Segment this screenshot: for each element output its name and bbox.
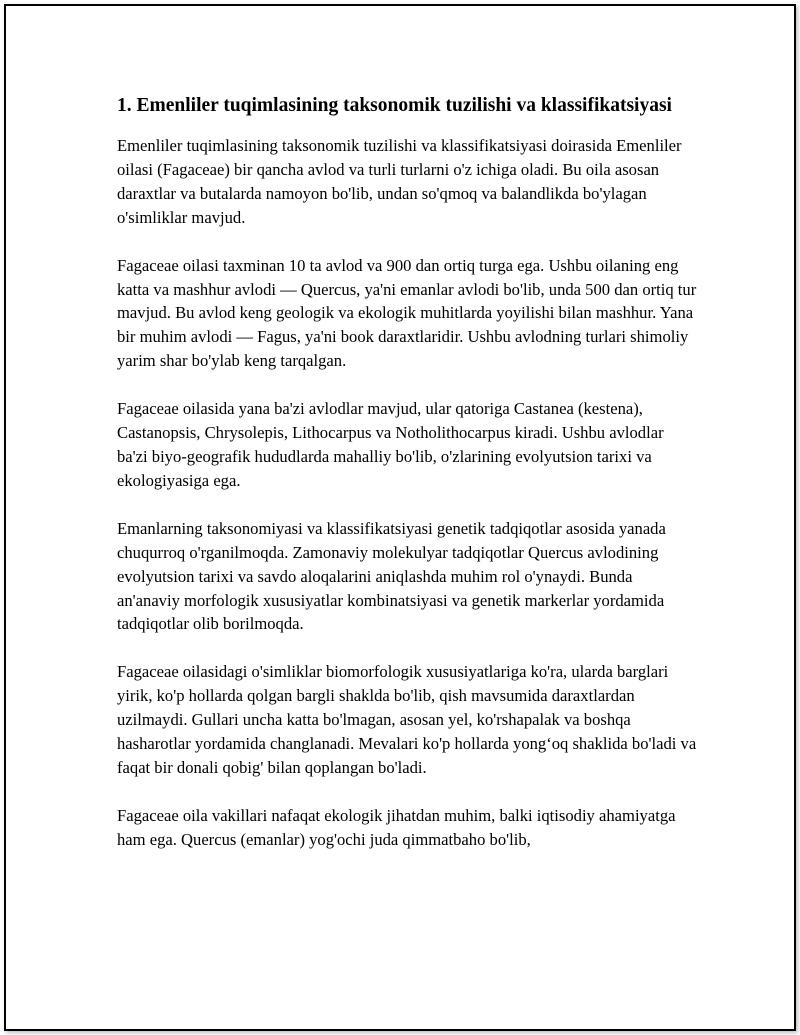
- paragraph-5: Fagaceae oilasidagi o'simliklar biomorfologik xususiyatlariga ko'ra, ularda barglari yirik, ko'p hollarda qolgan bargli shaklda bo'lib, qish mavsumida daraxtlardan uzilmaydi. Gullari uncha katta bo'lmagan, asosan yel, ko'rshapalak va boshqa hasharotlar yordamida changlanadi. Mevalari ko'p hollarda yong‘oq shaklida bo'ladi va faqat bir donali qobig' bilan qoplangan bo'ladi.: [117, 662, 697, 777]
- paragraph-3: Fagaceae oilasida yana ba'zi avlodlar mavjud, ular qatoriga Castanea (kestena), Castanopsis, Chrysolepis, Lithocarpus va Notholithocarpus kiradi. Ushbu avlodlar ba'zi biyo-geografik hududlarda mahalliy bo'lib, o'zlarining evolyutsion tarixi va ekologiyasiga ega.: [117, 399, 664, 490]
- paragraph-4: Emanlarning taksonomiyasi va klassifikatsiyasi genetik tadqiqotlar asosida yanada chuqurroq o'rganilmoqda. Zamonaviy molekulyar tadqiqotlar Quercus avlodining evolyutsion tarixi va savdo aloqalarini aniqlashda muhim rol o'ynaydi. Bunda an'anaviy morfologik xususiyatlar kombinatsiyasi va genetik markerlar yordamida tadqiqotlar olib borilmoqda.: [117, 518, 666, 634]
- paragraph-1: Emenliler tuqimlasining taksonomik tuzilishi va klassifikatsiyasi doirasida Emenliler oilasi (Fagaceae) bir qancha avlod va turli turlarni o'z ichiga oladi. Bu oila asosan daraxtlar va butalarda namoyon bo'lib, undan so'qmoq va balandlikda bo'ylagan o'simliklar mavjud.: [117, 136, 682, 227]
- paragraph-6: Fagaceae oila vakillari nafaqat ekologik jihatdan muhim, balki iqtisodiy ahamiyatga ham ega. Quercus (emanlar) yog'ochi juda qimmatbaho bo'lib,: [117, 805, 676, 849]
- document-body: [117, 92, 697, 876]
- section-title: 1. Emenliler tuqimlasining taksonomik tuzilishi va klassifikatsiyasi: [117, 95, 672, 116]
- paragraph-2: Fagaceae oilasi taxminan 10 ta avlod va 900 dan ortiq turga ega. Ushbu oilaning eng katta va mashhur avlodi — Quercus, ya'ni emanlar avlodi bo'lib, unda 500 dan ortiq tur mavjud. Bu avlod keng geologik va ekologik muhitlarda yoyilishi bilan mashhur. Yana bir muhim avlodi — Fagus, ya'ni book daraxtlaridir. Ushbu avlodning turlari shimoliy yarim shar bo'ylab keng tarqalgan.: [117, 255, 697, 371]
